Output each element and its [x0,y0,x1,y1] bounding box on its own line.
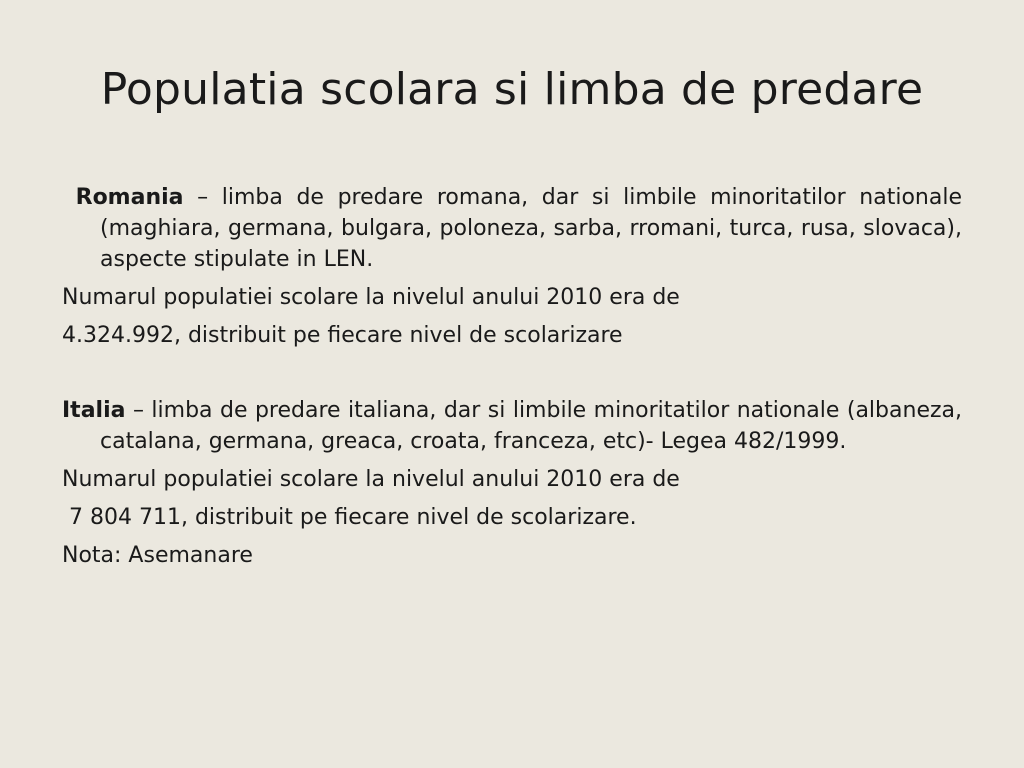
italia-population-line-2: 7 804 711, distribuit pe fiecare nivel de scolarizare. [62,505,637,530]
romania-population-line-2: 4.324.992, distribuit pe fiecare nivel de scolarizare [62,323,623,348]
slide-title: Populatia scolara si limba de predare [100,64,924,115]
paragraph-gap [62,358,962,395]
romania-description: – limba de predare romana, dar si limbile minoritatilor nationale (maghiara, germana, bulgara, poloneza, sarba, rromani, turca, rusa, slovaca), aspecte stipulate in LEN. [100,185,962,272]
italia-description: – limba de predare italiana, dar si limbile minoritatilor nationale (albaneza, catalana, germana, greaca, croata, franceza, etc)- Legea 482/1999. [100,398,962,454]
italia-label: Italia [62,398,126,423]
note-line: Nota: Asemanare [62,543,253,568]
romania-paragraph [62,182,962,275]
slide-content [62,182,962,578]
romania-label: Romania [75,185,184,210]
italia-population-line-1: Numarul populatiei scolare la nivelul anului 2010 era de [62,467,680,492]
italia-paragraph [62,395,962,457]
romania-population-line-1: Numarul populatiei scolare la nivelul anului 2010 era de [62,285,680,310]
